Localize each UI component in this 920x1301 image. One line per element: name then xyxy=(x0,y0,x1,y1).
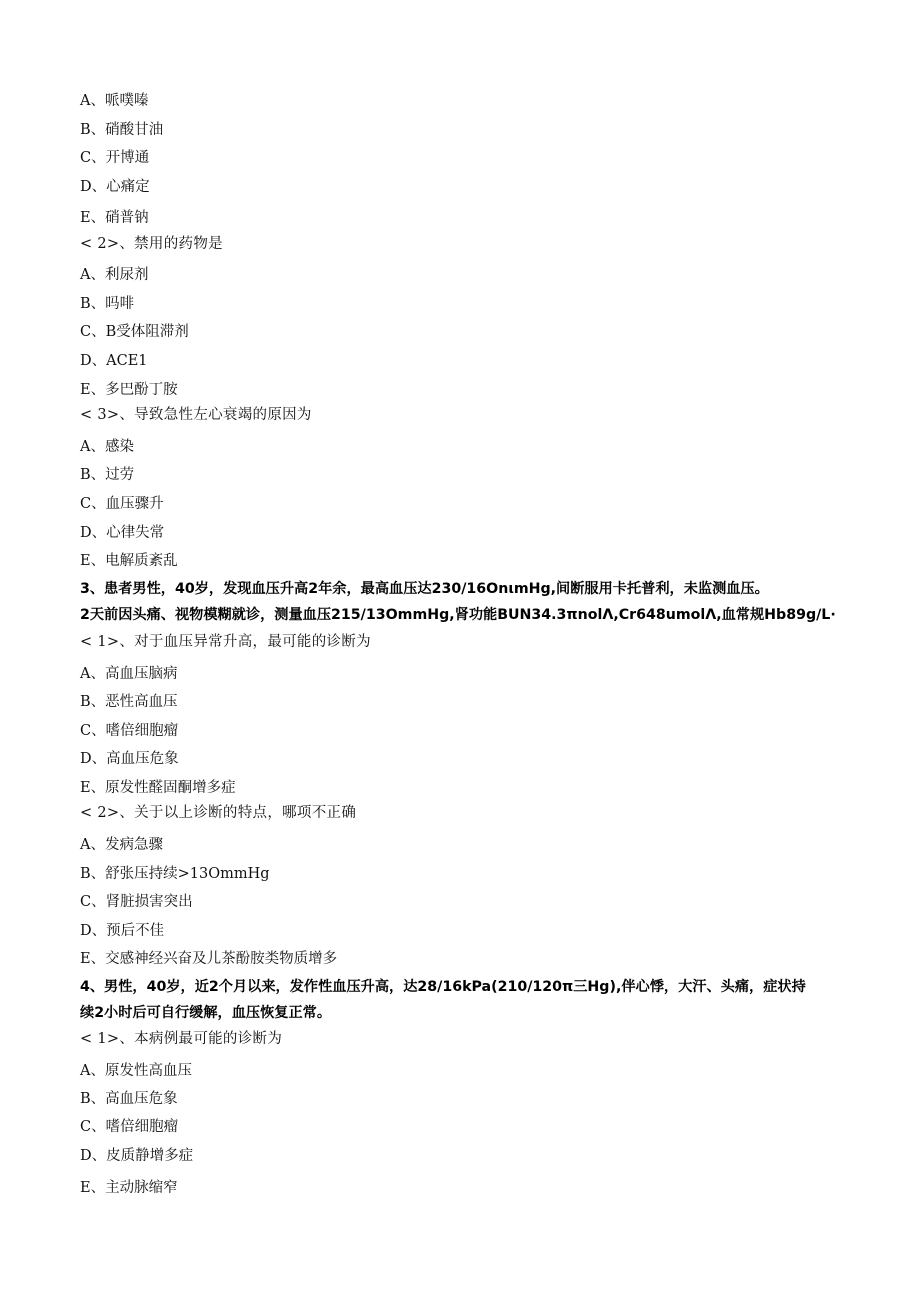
option-line: E、硝普钠 xyxy=(80,210,149,226)
option-line: D、ACE1 xyxy=(80,353,148,369)
option-line: E、电解质紊乱 xyxy=(80,553,178,569)
option-line: C、血压骤升 xyxy=(80,496,164,512)
option-line: A、哌噗嗪 xyxy=(80,93,149,109)
option-line: A、原发性高血压 xyxy=(80,1063,192,1079)
sub-question: < 1>、本病例最可能的诊断为 xyxy=(80,1031,283,1047)
option-line: A、感染 xyxy=(80,439,134,455)
option-line: E、多巴酚丁胺 xyxy=(80,382,178,398)
option-line: C、B受体阻滞剂 xyxy=(80,324,189,340)
option-line: A、高血压脑病 xyxy=(80,666,178,682)
option-line: D、高血压危象 xyxy=(80,751,179,767)
sub-question: < 2>、禁用的药物是 xyxy=(80,236,223,252)
option-line: B、高血压危象 xyxy=(80,1091,178,1107)
case-stem: 续2小时后可自行缓解，血压恢复正常。 xyxy=(80,1005,332,1021)
option-line: D、心痛定 xyxy=(80,179,150,195)
option-line: A、利尿剂 xyxy=(80,267,149,283)
option-line: D、皮质静增多症 xyxy=(80,1148,194,1164)
option-line: B、过劳 xyxy=(80,467,135,483)
option-line: D、心律失常 xyxy=(80,525,165,541)
option-line: C、开博通 xyxy=(80,150,150,166)
option-line: E、原发性醛固酮增多症 xyxy=(80,780,236,796)
sub-question: < 2>、关于以上诊断的特点，哪项不正确 xyxy=(80,805,357,821)
option-line: C、嗜倍细胞瘤 xyxy=(80,1119,179,1135)
option-line: C、嗜倍细胞瘤 xyxy=(80,723,179,739)
option-line: E、交感神经兴奋及儿茶酚胺类物质增多 xyxy=(80,951,338,967)
option-line: C、肾脏损害突出 xyxy=(80,894,193,910)
case-stem: 2天前因头痛、视物模糊就诊，测量血压215/13OmmHg,肾功能BUN34.3πnolΛ,Cr648umolΛ,血常规Hb89g∕L∙ xyxy=(80,607,836,623)
sub-question: < 3>、导致急性左心衰竭的原因为 xyxy=(80,407,312,423)
option-line: B、吗啡 xyxy=(80,296,135,312)
option-line: D、预后不佳 xyxy=(80,923,165,939)
option-line: E、主动脉缩窄 xyxy=(80,1180,178,1196)
option-line: A、发病急骤 xyxy=(80,837,163,853)
option-line: B、硝酸甘油 xyxy=(80,122,164,138)
option-line: B、舒张压持续>13OmmHg xyxy=(80,866,270,882)
sub-question: < 1>、对于血压异常升高，最可能的诊断为 xyxy=(80,634,371,650)
case-stem: 4、男性，40岁，近2个月以来，发作性血压升高，达28/16kPa(210/120π三Hg),伴心悸，大汗、头痛，症状持 xyxy=(80,979,806,995)
option-line: B、恶性高血压 xyxy=(80,694,178,710)
case-stem: 3、患者男性，40岁，发现血压升高2年余，最高血压达230/16OnιmHg,间断服用卡托普利，未监测血压。 xyxy=(80,581,769,597)
